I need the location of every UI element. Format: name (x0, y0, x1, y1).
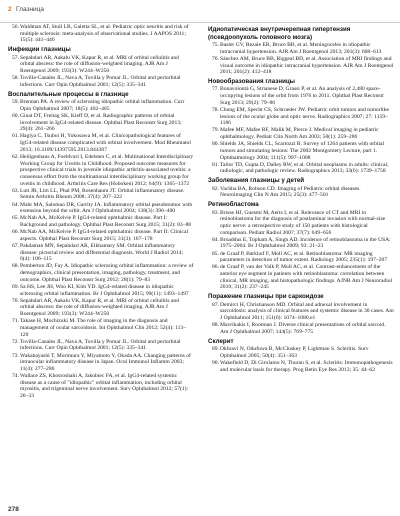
reference-number: 66. (12, 229, 19, 236)
section-heading: Идиопатическая внутричерепная гипертензия (псевдоопухоль головного мозга) (208, 26, 351, 41)
reference-item (208, 86, 394, 106)
reference-text: Mahr MA, Salomao DR, Garrity JA. Inflammatory orbital pseudotumor with extension beyond the orbit. Am J Ophthalmol 2004; 138(3): 396–400 (20, 201, 193, 215)
reference-item (8, 215, 194, 228)
reference-text: de Graaf P, van der Valk P, Moll AC, et al. Contrast-enhancement of the anterior eye segment in patients with retinoblastoma: correlation between clinical, MR imaging, and histopathologic findings. AJNR Am J Neuroradiol 2010; 31(2): 237–245 (220, 264, 393, 291)
reference-item (8, 75, 194, 88)
reference-item (208, 237, 394, 250)
left-column (8, 24, 194, 400)
reference-item (208, 264, 394, 291)
reference-text: Heiligenhaus A, Foeldvari I, Edelsten C, et al. Multinational Interdisciplinary Working Group for Uveitis in Childhood. Proposed outcome measures for prospective clinical trials in juvenile idiopathic arthritis-associated uveitis: a consensus effort from the multinational interdisciplinary working group for uveitis in childhood. Arthritis Care Res (Hoboken) 2012; 64(9): 1365–1372 (20, 153, 194, 187)
reference-item (8, 298, 194, 318)
reference-number: 81. (212, 161, 219, 168)
reference-number: 86. (212, 264, 219, 271)
reference-text: Vachha BA, Robson CD. Imaging of Pediatric orbital diseases. Neuroimaging Clin N Am 2015; 25(3): 477–501 (220, 185, 361, 199)
reference-number: 71. (12, 318, 19, 325)
reference-number: 82. (212, 185, 219, 192)
reference-text: Lutt JR, Lim LL, Phal PM, Rosenbaum JT. Orbital inflammatory disease. Semin Arthritis Rheum 2008; 37(4): 207–222 (20, 187, 185, 201)
reference-text: Pakdaman MN, Sepahdari AR, Elkhamary SM. Orbital inflammatory disease: pictorial review and differential diagnosis. World J Radiol 2014; 6(4): 106–115 (20, 242, 184, 263)
reference-number: 61. (12, 133, 19, 140)
reference-item (208, 42, 394, 55)
reference-number: 68. (12, 263, 19, 270)
reference-item (208, 322, 394, 335)
page-number: 278 (8, 506, 19, 513)
reference-number: 59. (12, 99, 19, 106)
reference-text: Okhravi N, Odufuwa B, McCluskey P, Lightman S. Scleritis. Surv Ophthalmol 2005; 50(4): 351–363 (220, 346, 369, 359)
reference-text: Demirci H, Christianson MD. Orbital and adnexal involvement in sarcoidosis: analysis of clinical features and systemic disease in 30 cases. Am J Ophthalmol 2011; 151(6): 1074–1080.e1 (220, 301, 394, 322)
reference-number: 87. (212, 301, 219, 308)
reference-number: 57. (12, 54, 19, 61)
reference-number: 60. (12, 112, 19, 119)
section-heading: Поражение глазницы при саркоидозе (208, 293, 324, 301)
reference-number: 85. (212, 250, 219, 257)
reference-item (8, 55, 194, 75)
reference-number: 84. (212, 236, 219, 243)
reference-text: McNab AA, McKelvie P. IgG4-related ophthalmic disease. Part I: Background and pathology. Ophthal Plast Reconstr Surg 2015; 31(2): 83–88 (20, 215, 192, 229)
reference-text: Sánchez AM, Bruce BB, Riggeal BD, et al. Association of MRI findings and visual outcome in idiopathic intracranial hypertension. AJR Am J Roentgenol 2011; 201(2): 412–418 (220, 55, 394, 76)
reference-text: Mafee MF, Mafee RF, Malik M, Pierce J. Medical imaging in pediatric ophthalmology. Pediatr Clin North Am 2003; 50(1): 259–286 (220, 127, 379, 141)
reference-item (8, 113, 194, 133)
reference-item (8, 24, 194, 44)
reference-item (8, 202, 194, 215)
reference-item (208, 162, 394, 175)
chapter-number: 2 (8, 6, 12, 13)
reference-number: 65. (12, 215, 19, 222)
reference-text: Takase H, Mochizuki M. The role of imaging in the diagnosis and management of ocular sarcoidosis. Int Ophthalmol Clin 2012; 52(4): 113–120 (20, 318, 187, 338)
reference-item (208, 251, 394, 264)
reference-number: 72. (12, 338, 19, 345)
reference-text: Shields JA, Shields CL, Scartozzi R. Survey of 1264 patients with orbital tumors and simulating lesions: The 2002 Montgomery Lecture, part 1. Ophthalmology 2004; 111(5): 997–1008 (220, 141, 385, 161)
section-heading: Воспалительные процессы в глазнице (8, 90, 129, 98)
reference-number: 56. (12, 24, 19, 30)
reference-item (208, 127, 394, 140)
reference-text: Tovilla-Canales JL, Nava A, Tovilla y Pomar JL. Orbital and periorbital infections. Curr Opin Ophthalmol 2001; 12(5): 335–341 (20, 338, 181, 352)
reference-text: Sepahdari AR, Aakalu VK, Kapur R, et al. MRI of orbital cellulitis and orbital abscess: the role of diffusion-weighted imaging. AJR Am J Roentgenol 2009; 193(3): W244–W250 (20, 297, 179, 318)
reference-item (8, 229, 194, 242)
reference-text: de Graaf P, Barkhof F, Moll AC, et al. Retinoblastoma: MR imaging parameters in detection of tumor extent. Radiology 2005; 235(1): 197–207 (220, 250, 388, 264)
reference-number: 73. (12, 352, 19, 359)
section-heading: Ретинобластома (208, 201, 259, 209)
reference-item (208, 346, 394, 359)
reference-item (8, 318, 194, 338)
reference-text: Tovilla-Canales JL, Nava A, Tovilla y Pomar JL. Orbital and periorbital infections. Curr Opin Ophthalmol 2001; 12(5): 335–341 (20, 75, 181, 88)
section-heading: Заболевания глазницы у детей (208, 177, 305, 185)
reference-item (208, 210, 394, 237)
reference-number: 77. (212, 86, 219, 93)
reference-number: 89. (212, 346, 219, 353)
reference-text: Tailor TD, Gupta D, Dalley RW, et al. Orbital neoplasms in adults: clinical, radiologic, and pathologic review. Radiographics 2013; 33(6): 1739–1758 (220, 161, 389, 175)
reference-text: Sa HS, Lee JH, Woo KI, Kim YD. IgG4-related disease in idiopathic sclerosing orbital inflammation. Br J Ophthalmol 2015; 99(11): 1493–1497 (20, 283, 189, 297)
reference-text: Waldman AT, Stull LB, Galetta SL, et al. Pediatric optic neuritis and risk of multiple sclerosis: meta-analysis of observational studies. J AAPOS 2011; 15(5): 441–446 (20, 24, 189, 44)
chapter-title: Глазница (16, 6, 45, 13)
reference-item (8, 353, 194, 373)
reference-number: 70. (12, 297, 19, 304)
reference-number: 75. (212, 42, 219, 48)
reference-number: 74. (12, 373, 19, 379)
reference-item (8, 133, 194, 153)
reference-number: 80. (212, 141, 219, 148)
reference-text: Sepahdari AR, Aakalu VK, Kapur R, et al. MRI of orbital cellulitis and orbital abscess: the role of diffusion-weighted imaging. AJR Am J Roentgenol 2009; 193(3): W244–W250 (20, 54, 179, 75)
reference-text: Wallace ZS, Khosroshahi A, Jakobiec FA, et al. IgG4-related systemic disease as a cause of "idiopathic" orbital inflammation, including orbital myositis, and trigeminal nerve involvement. Surv Ophthalmol 2012; 57(1): 26–33 (20, 373, 189, 400)
reference-item (208, 107, 394, 127)
reference-item (208, 186, 394, 199)
reference-text: Brisse HJ, Guesmi M, Aerts I, et al. Relevance of CT and MRI in retinoblastoma for the diagnosis of postlaminar invasion with normal-size optic nerve: a retrospective study of 150 patients with histological comparison. Pediatr Radiol 2007; 37(7): 649–656 (220, 209, 386, 236)
reference-item (208, 302, 394, 322)
reference-text: McNab AA, McKelvie P. IgG4-related ophthalmic disease. Part II: Clinical aspects. Ophthal Plast Reconstr Surg 2015; 31(3): 167–178 (20, 229, 189, 242)
reference-item (8, 263, 194, 283)
reference-item (208, 360, 394, 373)
reference-item (8, 188, 194, 201)
reference-number: 67. (12, 242, 19, 249)
reference-text: Basler GV, Rezaie ER, Bruce BB, et al. Meningoceles in idiopathic intracranial hypertension. AJR Am J Roentgenol 2013; 201(3): 608–613 (220, 42, 382, 55)
reference-number: 64. (12, 201, 19, 208)
reference-item (208, 141, 394, 161)
reference-text: Chung EM, Specht CS, Schroeder JW. Pediatric orbit tumors and tumorlike lesions of the ocular globe and optic nerve. Radiographics 2007; 27: 1159–1186 (220, 106, 389, 127)
reference-text: Hagiya C, Tsuboi H, Yokosawa M, et al. Clinicopathological features of IgG4-related disease complicated with orbital involvement. Mod Rheumatol 2013; 10.3109/14397595.2013.844307 (20, 133, 191, 153)
reference-text: Wakefield D, Di Girolamo N, Thurau S, et al. Scleritis: Immunopathogenesis and molecular basis for therapy. Prog Retin Eye Res 2013; 35: 44–62 (220, 359, 393, 373)
reference-number: 88. (212, 322, 219, 329)
reference-text: Mavrikakis I, Rootman J. Diverse clinical presentations of orbital sarcoid. Am J Ophthalmol 2007; 144(5): 769–775 (220, 322, 386, 335)
reference-text: Ginat DT, Freitag SK, Kieff D, et al. Radiographic patterns of orbital involvement in IgG4-related disease. Ophthal Plast Reconstr Surg 2013; 29(4): 261–266 (20, 112, 182, 133)
reference-number: 69. (12, 283, 19, 290)
reference-item (208, 56, 394, 76)
reference-text: Broaddus E, Topham A, Singh AD. Incidence of retinoblastoma in the USA: 1975–2004. Br J Ophthalmol 2009; 93: 21–23 (220, 236, 391, 250)
reference-text: Wakabayashi T, Morimura Y, Miyamoto Y, Okada AA. Changing patterns of intraocular inflammatory disease in Japan. Ocul Immunol Inflamm 2003; 11(4): 277–286 (20, 352, 191, 372)
reference-text: Pemberton JD, Fay A. Idiopathic sclerosing orbital inflammation: a review of demographics, clinical presentation, imaging, pathology, treatment, and outcome. Ophthal Plast Reconstr Surg 2012; 28(1): 79–83 (20, 263, 194, 283)
reference-item (8, 373, 194, 400)
reference-item (8, 99, 194, 112)
reference-number: 78. (212, 106, 219, 113)
page-header (0, 0, 400, 23)
reference-number: 63. (12, 187, 19, 194)
reference-text: Brennan PA. A review of sclerosing idiopathic orbital inflammation. Curr Opin Ophthalmol 2007; 18(5): 402–405 (20, 99, 185, 112)
reference-page (8, 24, 394, 494)
reference-item (8, 243, 194, 263)
section-heading: Склерит (208, 337, 234, 345)
reference-item (8, 284, 194, 297)
section-heading: Новообразования глазницы (208, 77, 295, 85)
reference-text: Bonavolontà G, Strianese D, Grassi P, et al. An analysis of 2,480 space-occupying lesions of the orbit from 1976 to 2011. Ophthal Plast Reconstr Surg 2013; 29(2): 79–86 (220, 86, 384, 106)
reference-number: 90. (212, 359, 219, 366)
right-column (208, 24, 394, 374)
reference-number: 58. (12, 75, 19, 82)
reference-number: 62. (12, 153, 19, 160)
reference-number: 83. (212, 209, 219, 216)
reference-number: 79. (212, 127, 219, 134)
reference-item (8, 154, 194, 188)
section-heading: Инфекции глазницы (8, 46, 71, 54)
reference-item (8, 339, 194, 352)
reference-number: 76. (212, 55, 219, 62)
